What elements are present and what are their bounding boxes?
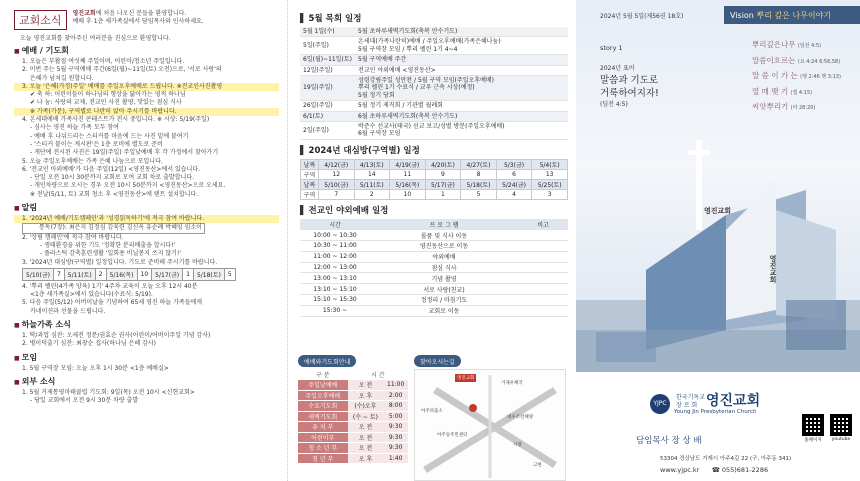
may-event-cell: 5월 정기 제직회 / 기관별 월례회 bbox=[355, 101, 568, 111]
pastor-name: 담임목사 장 상 배 bbox=[636, 436, 702, 446]
worship-period-cell: 오 전 bbox=[348, 380, 384, 391]
news-title: 교회소식 bbox=[14, 10, 67, 30]
news-item: - 단일 오전 10시 30분까지 교회로 모여 교회 차로 출발합니다. bbox=[30, 174, 195, 182]
welcome-line2: 예배 후 1층 새가족실에서 담임목사와 인사하세요. bbox=[72, 18, 204, 25]
church-footer bbox=[576, 372, 860, 481]
visit-cell: 구역 bbox=[301, 169, 319, 179]
news-item: - 개인차량으로 오시는 경우 오전 10시 50분까지 <영진동산>으로 오세요. bbox=[30, 182, 226, 190]
sched-remark-cell bbox=[518, 284, 568, 295]
worship-name-cell: 청 소 년 부 bbox=[298, 443, 348, 454]
denomination-line1: 한국기독교 bbox=[676, 394, 705, 401]
worship-time-cell: 9:30 bbox=[383, 443, 408, 454]
news-item: 통독(7장): 최은지 김정심 김육련 김신옥 유순례 박혜임 임소이 bbox=[22, 223, 205, 233]
verse-ref: (엡 4:15) bbox=[790, 89, 813, 96]
cover-column bbox=[576, 0, 860, 481]
sched-remark-cell bbox=[518, 294, 568, 305]
news-item: ※ 전날(5/11, 토) 교회 청소 후 <영진동산>에 텐트 설치합니다. bbox=[30, 190, 199, 198]
notice-top: 오늘 영진교회를 찾아주신 여러분을 진심으로 환영합니다. bbox=[20, 35, 171, 42]
verse-main: 뿌리깊은나무 bbox=[752, 40, 796, 49]
worship-time-row bbox=[298, 390, 408, 401]
dev-schedule-table bbox=[22, 268, 236, 281]
outdoor-schedule-row bbox=[300, 273, 568, 284]
guide-section bbox=[298, 355, 568, 481]
worship-time-cell: 2:00 bbox=[383, 390, 408, 401]
worship-time-row bbox=[298, 411, 408, 422]
church-phone: ☎ 055)681-2286 bbox=[711, 466, 769, 474]
verse-item bbox=[752, 54, 841, 70]
alarm-more-items bbox=[14, 283, 279, 316]
verse-main: 말씀이흐르는 bbox=[752, 55, 796, 65]
theme-ref: (딤전 4:5) bbox=[600, 101, 628, 108]
news-item: ※ 가족(가문), 구역별로 나란히 앉아 주시기를 바랍니다. bbox=[14, 108, 279, 116]
worship-section-title: ■ 예배 / 기도회 bbox=[14, 45, 279, 56]
may-schedule-row bbox=[300, 101, 568, 111]
visit-cell: 5/25(토) bbox=[532, 179, 568, 189]
may-date-cell: 2일(주일) bbox=[300, 122, 355, 140]
sched-program-cell: 몰품 및 식사 이동 bbox=[370, 230, 518, 241]
visit-cell: 7 bbox=[318, 189, 354, 199]
worship-time-row bbox=[298, 453, 408, 464]
news-item: 2. '상림 캠페인'에 적극 참여 바랍니다. bbox=[22, 233, 124, 241]
worship-name-cell: 새벽기도회 bbox=[298, 411, 348, 422]
worship-time-cell: 8:00 bbox=[383, 401, 408, 412]
dev-date-cell: 5/18(토) bbox=[193, 268, 224, 280]
may-schedule-row bbox=[300, 65, 568, 75]
verse-item bbox=[752, 69, 841, 85]
news-item: 5. 다음 주일(5/12) 어버이날을 기념하여 65세 영진 하늘 가족들에게 bbox=[22, 299, 203, 307]
visit-cell: 2 bbox=[354, 189, 390, 199]
news-item: <1층 새가족실>에서 있습니다(수료식: 5/19). bbox=[30, 291, 153, 299]
theme-line1: 말씀과 기도로 bbox=[600, 75, 659, 86]
sched-program-cell: 교회로 이동 bbox=[370, 305, 518, 316]
sched-header-remark: 비고 bbox=[518, 219, 568, 230]
church-contact bbox=[660, 466, 768, 474]
dev-group-cell: 7 bbox=[53, 268, 64, 280]
church-sign-top: 영진교회 bbox=[704, 207, 732, 215]
verse-ref: (행 2:46 행 3:13) bbox=[800, 74, 841, 80]
church-name-en: Young Jin Presbyterian Church bbox=[674, 409, 757, 415]
welcome-bold: 영진교회 bbox=[72, 10, 96, 17]
may-event-cell: 5월 구역예배 주간 bbox=[355, 55, 568, 65]
sched-program-cell: 야외예배 bbox=[370, 251, 518, 262]
map-label-community-center: 아주동주민센터 bbox=[437, 433, 468, 438]
dev-date-cell: 5/11(토) bbox=[64, 268, 95, 280]
church-website[interactable]: www.yjpc.kr bbox=[660, 466, 700, 474]
worship-period-cell: 오 후 bbox=[348, 390, 384, 401]
sched-program-cell: 정정리 / 마침기도 bbox=[370, 294, 518, 305]
news-item: 1. '2024년 예배/기도캠페인'과 '성경읽독하기'에 적극 참여 바랍니다. bbox=[14, 215, 279, 223]
sched-program-cell: 점심 식사 bbox=[370, 262, 518, 273]
map-label-gohyeon: 고현 bbox=[533, 463, 542, 468]
verse-main: 씨앗뿌리기 bbox=[752, 102, 789, 111]
visit-cell: 14 bbox=[354, 169, 390, 179]
verse-ref: (딤전 4:5) bbox=[797, 43, 822, 49]
worship-time-row bbox=[298, 380, 408, 391]
visit-cell: 5 bbox=[461, 189, 497, 199]
visit-cell: 9 bbox=[425, 169, 461, 179]
visit-cell: 5/24(금) bbox=[496, 179, 532, 189]
verse-ref: (요 4:24 6:56,58) bbox=[797, 58, 841, 65]
visit-row bbox=[301, 189, 568, 199]
map-label-police: 아주파출소 bbox=[421, 409, 443, 414]
outdoor-schedule-row bbox=[300, 305, 568, 316]
outdoor-title: ▌ 전교인 야외예배 일정 bbox=[300, 204, 568, 216]
schedule-column bbox=[292, 0, 574, 481]
map-label-shipyard: 대우조선해양 bbox=[507, 415, 534, 420]
may-schedule-row bbox=[300, 122, 568, 140]
vision-banner bbox=[724, 6, 860, 24]
sched-remark-cell bbox=[518, 305, 568, 316]
news-item: 1. 5월 거제통영마태클럽 기도회: 9일(목) 오전 10시 <신현교회> bbox=[22, 388, 195, 396]
map-label-market: 시장 bbox=[513, 443, 522, 448]
sched-time-cell: 13:00 ~ 13:10 bbox=[300, 273, 370, 284]
visit-cell: 8 bbox=[461, 169, 497, 179]
visit-cell: 1 bbox=[425, 189, 461, 199]
welcome-text bbox=[73, 10, 204, 26]
may-schedule-row bbox=[300, 37, 568, 55]
worship-time-row bbox=[298, 422, 408, 433]
church-sign-side: 영진교회 bbox=[769, 255, 777, 283]
alarm-items bbox=[14, 215, 279, 258]
church-name: 영진교회 bbox=[706, 393, 761, 409]
news-item: 5. 오늘 주일오후예배는 가족 은혜 나눔으로 모입니다. bbox=[22, 157, 163, 165]
news-column bbox=[0, 0, 288, 481]
may-date-cell: 6/1(토) bbox=[300, 111, 355, 121]
outdoor-schedule-row bbox=[300, 230, 568, 241]
church-denomination bbox=[676, 394, 705, 410]
meet-section-title: ■ 모임 bbox=[14, 352, 279, 363]
map-label-post-office: 거제우체국 bbox=[501, 381, 523, 386]
dev-group-cell: 2 bbox=[95, 268, 106, 280]
worship-time-cell: 9:30 bbox=[383, 432, 408, 443]
outdoor-schedule-row bbox=[300, 262, 568, 273]
denomination-line2: 장 로 회 bbox=[676, 402, 698, 409]
worship-period-cell: 오 전 bbox=[348, 443, 384, 454]
worship-period-cell: 오 후 bbox=[348, 453, 384, 464]
qr-code-icon bbox=[802, 414, 824, 436]
worship-time-row bbox=[298, 432, 408, 443]
family-section-title: ■ 하늘가족 소식 bbox=[14, 319, 279, 330]
may-event-cell: 5월 초하루새벽기도회(축복 안수기도) bbox=[355, 27, 568, 37]
news-item: - 심사는 영진 하늘 가족 모두 참여 bbox=[30, 124, 119, 132]
dev-date-cell: 5/16(목) bbox=[106, 268, 137, 280]
visit-cell: 5/10(금) bbox=[318, 179, 354, 189]
worship-period-cell: 오 전 bbox=[348, 422, 384, 433]
sched-time-cell: 10:30 ~ 11:00 bbox=[300, 240, 370, 251]
visit-cell: 12 bbox=[318, 169, 354, 179]
may-event-cell: 성령강림주일 성만찬 / 5월 구역 모임(주일오후예배) 뿌리 펠린 1기 수료식 / 교우 근속 시상(예정) 5월 정기 당회 bbox=[355, 76, 568, 101]
sched-header-program: 프 로 그 램 bbox=[370, 219, 518, 230]
news-item: - 생태환경을 위한 기도 '정확한 분리배출을 합시다!' bbox=[40, 241, 176, 249]
welcome-rest: 에 처음 나오신 분들을 환영합니다. bbox=[95, 10, 187, 17]
worship-guide-box bbox=[298, 369, 408, 464]
worship-name-cell: 수요기도회 bbox=[298, 401, 348, 412]
news-item: - 플라스틱 감축훈련생활 '일회용 비닐봉지 쓰지 않기!' bbox=[40, 250, 182, 258]
map-label-church: 영진교회 bbox=[457, 376, 475, 381]
worship-time-row bbox=[298, 401, 408, 412]
worship-items bbox=[14, 58, 279, 199]
news-item: ✔ 축 하: 어린이들이 하나님의 형상을 닮아가는 영적 하나님 bbox=[30, 91, 186, 99]
outdoor-schedule-row bbox=[300, 240, 568, 251]
visit-cell: 4/20(토) bbox=[425, 159, 461, 169]
church-logo: YJPC bbox=[650, 394, 670, 414]
news-item: 3. 오늘 '은혜(가정)주일' 예배를 주일오후예배로 드립니다. ※전교인사진촬영 bbox=[14, 83, 279, 91]
news-item: 카네이션과 선물을 드립니다. bbox=[30, 307, 106, 315]
news-item: - '스티커 붙이는 게시판'은 1층 로비에 별도로 준비 bbox=[30, 140, 163, 148]
visit-cell: 4/27(토) bbox=[461, 159, 497, 169]
theme-line2: 거룩하여지자! bbox=[600, 88, 659, 99]
homepage-qr-label: 홈페이지 bbox=[804, 438, 822, 443]
qr-code-icon bbox=[830, 414, 852, 436]
church-address: 53304 경상남도 거제시 아주4길 22 (구, 아주동 341) bbox=[660, 456, 792, 462]
may-event-cell: 전교인 야외예배 <영진동산> bbox=[355, 65, 568, 75]
dev-group-cell: 1 bbox=[183, 268, 194, 280]
visit-row bbox=[301, 179, 568, 189]
homepage-qr[interactable] bbox=[802, 414, 824, 443]
news-header bbox=[14, 10, 279, 30]
may-schedule-table bbox=[300, 27, 568, 140]
may-event-cell: 6월 초하루새벽기도회(축복 안수기도) bbox=[355, 111, 568, 121]
sched-time-cell: 15:30 ~ bbox=[300, 305, 370, 316]
dev-intro: 3. '2024년 대심방(구역별) 일정입니다. 기도로 준비해 주시기를 바랍니다. bbox=[22, 258, 218, 266]
visit-row bbox=[301, 159, 568, 169]
out-items bbox=[14, 389, 279, 406]
worship-period-cell: (수 ~ 토) bbox=[348, 411, 384, 422]
may-event-cell: 박준수 선교사(태국) 선교 보고/성별 방문(주일오후예배) 6월 구역장 모임 bbox=[355, 122, 568, 140]
theme-year: 2024년 표어 bbox=[600, 65, 635, 72]
dev-group-cell: 10 bbox=[137, 268, 152, 280]
may-schedule-title: ▌ 5월 목회 일정 bbox=[300, 12, 568, 24]
visit-cell: 13 bbox=[532, 169, 568, 179]
sched-remark-cell bbox=[518, 230, 568, 241]
worship-period-cell: (수)오후 bbox=[348, 401, 384, 412]
visit-title: ▌ 2024년 대심방(구역별) 일정 bbox=[300, 144, 568, 156]
sched-time-cell: 15:10 ~ 15:30 bbox=[300, 294, 370, 305]
may-date-cell: 6일(월)~11일(토) bbox=[300, 55, 355, 65]
verse-list bbox=[752, 38, 841, 116]
sched-time-cell: 12:00 ~ 13:00 bbox=[300, 262, 370, 273]
may-event-cell: 온세대(가족나란히)예배 / 주일오후예배(가족은혜나눔) 5월 구역장 모임 / 뿌리 펠린 1기 4~4 bbox=[355, 37, 568, 55]
worship-name-cell: 청 년 부 bbox=[298, 453, 348, 464]
may-date-cell: 12일(주일) bbox=[300, 65, 355, 75]
may-date-cell: 5일(주일) bbox=[300, 37, 355, 55]
sched-time-cell: 10:00 ~ 10:30 bbox=[300, 230, 370, 241]
news-item: 4. '뿌리 펠린(4가족 양육) 1기' 4주차 교육이 오늘 오후 12시 40분 bbox=[22, 282, 198, 290]
sched-time-cell: 11:00 ~ 12:00 bbox=[300, 251, 370, 262]
map-guide-tab: 찾아오시는길 bbox=[414, 355, 461, 367]
verse-item bbox=[752, 85, 841, 101]
news-item: 2. 이번 주는 5월 구역예배 주간(6일(월)~11일(토) 오전)으로, '서로 사랑'의 bbox=[22, 66, 222, 74]
vision-prefix: Vision bbox=[730, 11, 754, 20]
map-roads-svg bbox=[415, 370, 566, 481]
visit-cell: 5/18(토) bbox=[461, 179, 497, 189]
visit-cell: 4/19(금) bbox=[390, 159, 426, 169]
visit-cell: 6 bbox=[496, 169, 532, 179]
story-label: story 1 bbox=[600, 44, 623, 52]
visit-table bbox=[300, 159, 568, 200]
dev-group-cell: 5 bbox=[224, 268, 235, 280]
visit-row bbox=[301, 169, 568, 179]
worship-guide-tab: 예배와기도회안내 bbox=[298, 355, 356, 367]
visit-cell: 3 bbox=[532, 189, 568, 199]
news-item: 1. 딱/과업 심잔: 오세전 정문/권효순 권사(어린이/어버이주일 기념 감사) bbox=[22, 332, 211, 340]
dev-date-cell: 5/17(금) bbox=[152, 268, 183, 280]
sched-remark-cell bbox=[518, 273, 568, 284]
sched-program-cell: 기념 촬영 bbox=[370, 273, 518, 284]
news-item: 6. '전교인 아외예배'가 다음 주일(12일) <영진동산>에서 있습니다. bbox=[22, 165, 201, 173]
visit-cell: 5/17(금) bbox=[425, 179, 461, 189]
outdoor-schedule-row bbox=[300, 284, 568, 295]
sched-header-row bbox=[300, 219, 568, 230]
sched-program-cell: 서로 사랑(친교) bbox=[370, 284, 518, 295]
visit-cell: 4 bbox=[496, 189, 532, 199]
may-date-cell: 5월 1일(수) bbox=[300, 27, 355, 37]
visit-cell: 5/4(토) bbox=[532, 159, 568, 169]
family-items bbox=[14, 332, 279, 349]
worship-name-cell: 주일낮예배 bbox=[298, 380, 348, 391]
news-item: - 예배 후 나눠드리는 스티커를 마음에 드는 사진 밑에 붙여기 bbox=[30, 132, 189, 140]
worship-time-cell: 1:40 bbox=[383, 453, 408, 464]
news-item: - 게단에 전시된 사진은 19일(주일) 주일낮예배 후 각 가정에서 찾아가기 bbox=[30, 149, 219, 157]
youtube-qr-label: youtube bbox=[831, 437, 851, 442]
visit-cell: 날짜 bbox=[301, 159, 319, 169]
vision-rest: 뿌리 깊은 나무이야기 bbox=[756, 11, 832, 20]
worship-time-cell: 11:00 bbox=[383, 380, 408, 391]
news-item: 1. 5월 구역장 모임: 오늘 오후 1시 30분 <1층 예배실> bbox=[22, 364, 169, 372]
may-date-cell: 19일(주일) bbox=[300, 76, 355, 101]
alarm-section-title: ■ 알림 bbox=[14, 202, 279, 213]
sched-header-time: 시간 bbox=[300, 219, 370, 230]
worship-name-cell: 어린이부 bbox=[298, 432, 348, 443]
visit-cell: 4/12(금) bbox=[318, 159, 354, 169]
sched-remark-cell bbox=[518, 240, 568, 251]
visit-cell: 11 bbox=[390, 169, 426, 179]
sched-program-cell: 영진동산으로 이동 bbox=[370, 240, 518, 251]
visit-cell: 구역 bbox=[301, 189, 319, 199]
outdoor-schedule-table bbox=[300, 219, 568, 317]
verse-item bbox=[752, 100, 841, 116]
verse-main: 말 씀 이 가 는 bbox=[752, 71, 798, 80]
may-schedule-row bbox=[300, 27, 568, 37]
sched-remark-cell bbox=[518, 262, 568, 273]
issue-date: 2024년 5월 5일(제56권 18호) bbox=[600, 13, 684, 20]
news-item: - 당일 교회에서 오전 9시 30분 차량 출발 bbox=[30, 397, 139, 405]
visit-cell: 5/16(목) bbox=[390, 179, 426, 189]
worship-period-cell: 오 전 bbox=[348, 432, 384, 443]
may-schedule-row bbox=[300, 76, 568, 101]
worship-time-cell: 5:00 bbox=[383, 411, 408, 422]
worship-header-row bbox=[298, 369, 408, 380]
news-item: 1. 오늘은 부활절 여섯째 주일이며, 어린이/청소년 주일입니다. bbox=[22, 58, 185, 65]
news-item: ✔ 나 눔: 사랑의 교제, 전교인 사진 촬영, 맛있는 점심 식사 bbox=[30, 99, 182, 107]
visit-cell: 5/3(금) bbox=[496, 159, 532, 169]
meet-items bbox=[14, 365, 279, 373]
visit-cell: 4/13(토) bbox=[354, 159, 390, 169]
worship-time-cell: 9:30 bbox=[383, 422, 408, 433]
may-schedule-row bbox=[300, 55, 568, 65]
may-date-cell: 26일(주일) bbox=[300, 101, 355, 111]
location-map bbox=[414, 369, 566, 481]
out-section-title: ■ 외부 소식 bbox=[14, 376, 279, 387]
dev-date-cell: 5/10(금) bbox=[23, 268, 54, 280]
sched-time-cell: 13:10 ~ 15:10 bbox=[300, 284, 370, 295]
may-schedule-row bbox=[300, 111, 568, 121]
verse-ref: (마 28:20) bbox=[790, 105, 816, 111]
worship-name-cell: 주일오후예배 bbox=[298, 390, 348, 401]
worship-name-cell: 유 치 부 bbox=[298, 422, 348, 433]
news-item: 2. 병이덕출기 심잔: 최창순 집사(하나님 은혜 감사) bbox=[22, 340, 156, 348]
outdoor-schedule-row bbox=[300, 294, 568, 305]
worship-time-table bbox=[298, 369, 408, 464]
visit-cell: 날짜 bbox=[301, 179, 319, 189]
worship-header-name: 구 분 bbox=[298, 369, 348, 380]
outdoor-schedule-row bbox=[300, 251, 568, 262]
worship-header-time: 시 간 bbox=[348, 369, 408, 380]
verse-item bbox=[752, 38, 841, 54]
visit-cell: 10 bbox=[390, 189, 426, 199]
sched-remark-cell bbox=[518, 251, 568, 262]
news-item: 은혜가 넘치길 원합니다. bbox=[30, 74, 94, 82]
year-theme bbox=[600, 64, 659, 110]
youtube-qr[interactable] bbox=[830, 414, 852, 442]
worship-time-row bbox=[298, 443, 408, 454]
news-item: 4. 온세대예배 가족사진 콘테스트가 전시 중입니다. ※ 시상: 5/19(주일) bbox=[22, 116, 210, 124]
verse-main: 열 매 맺 기 bbox=[752, 86, 789, 96]
cover-image-area bbox=[576, 0, 860, 372]
visit-cell: 5/11(토) bbox=[354, 179, 390, 189]
